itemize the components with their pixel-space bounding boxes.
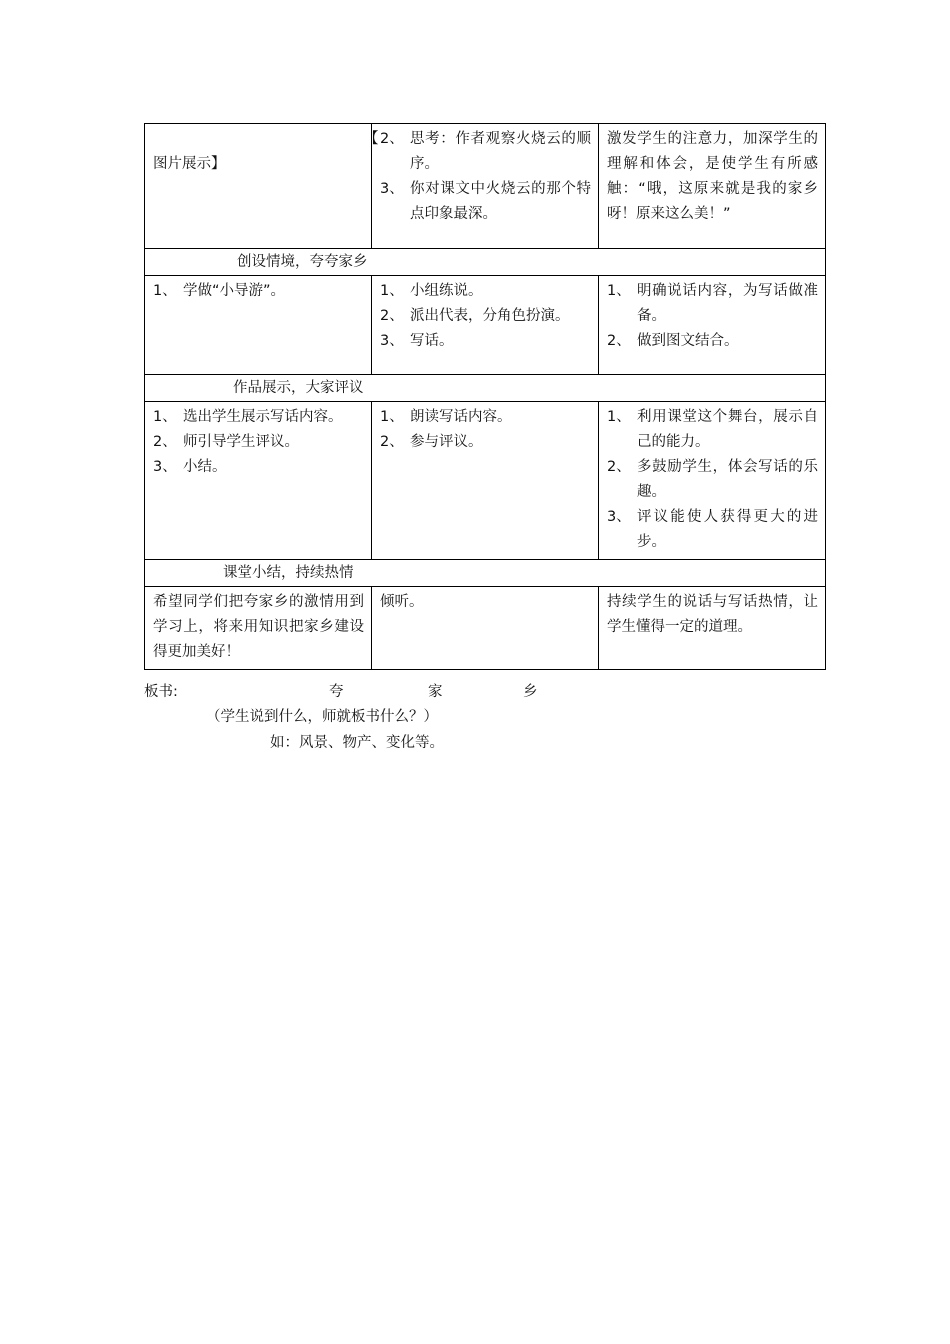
cell-student <box>372 276 599 375</box>
list-item: 1、 选出学生展示写话内容。 <box>153 409 343 425</box>
list-item: 1、 利用课堂这个舞台，展示自己的能力。 <box>607 409 818 450</box>
cell-student <box>364 124 599 249</box>
cell-purpose <box>599 587 826 670</box>
cell-purpose <box>599 402 826 560</box>
board-char: 夸 <box>329 684 344 700</box>
list-item: 1、 学做“小导游”。 <box>153 283 286 299</box>
lesson-table <box>144 123 826 670</box>
list-item: 3、 评议能使人获得更大的进步。 <box>607 509 818 550</box>
list <box>153 279 364 304</box>
list-item: 3、 写话。 <box>380 333 454 349</box>
list-item: 2、 做到图文结合。 <box>607 333 739 349</box>
list-item: 1、 明确说话内容，为写话做准备。 <box>607 283 818 324</box>
cell-teacher <box>145 587 372 670</box>
list-item: 1、 朗读写话内容。 <box>380 409 512 425</box>
list <box>607 405 818 555</box>
cell-student <box>372 402 599 560</box>
table-row <box>145 402 826 560</box>
table-row <box>145 276 826 375</box>
list-item: 3、 小结。 <box>153 459 227 475</box>
section-row <box>145 560 826 587</box>
section-row <box>145 249 826 276</box>
cell-text: 持续学生的说话与写话热情，让学生懂得一定的道理。 <box>607 594 818 635</box>
board-char: 家 <box>428 684 443 700</box>
cell-teacher <box>145 402 372 560</box>
cell-text: 希望同学们把夸家乡的激情用到学习上，将来用知识把家乡建设得更加美好！ <box>153 594 364 660</box>
board-note: （学生说到什么，师就板书什么？） <box>206 709 438 725</box>
bracket-mark: 【 <box>364 131 379 147</box>
list-item: 3、 你对课文中火烧云的那个特点印象最深。 <box>380 181 591 222</box>
section-row <box>145 375 826 402</box>
list-item: 2、 师引导学生评议。 <box>153 434 299 450</box>
table-row <box>145 587 826 670</box>
list <box>380 279 591 354</box>
cell-teacher <box>145 124 372 249</box>
list-item: 2、 参与评议。 <box>380 434 483 450</box>
cell-purpose <box>599 124 826 249</box>
list <box>153 405 364 480</box>
cell-text: 图片展示】 <box>153 156 226 172</box>
list-item: 2、 多鼓励学生，体会写话的乐趣。 <box>607 459 818 500</box>
cell-teacher <box>145 276 372 375</box>
cell-purpose <box>599 276 826 375</box>
table-row <box>145 124 826 249</box>
board-example: 如：风景、物产、变化等。 <box>270 735 444 751</box>
list-item: 1、 小组练说。 <box>380 283 483 299</box>
section-title: 作品展示，大家评议 <box>145 375 826 402</box>
list-item: 2、 思考：作者观察火烧云的顺序。 <box>380 131 591 172</box>
list <box>380 405 591 455</box>
list <box>380 127 591 227</box>
cell-text: 激发学生的注意力，加深学生的理解和体会，是使学生有所感触：“哦，这原来就是我的家乡呀！原来这么美！” <box>607 131 818 222</box>
cell-student <box>372 587 599 670</box>
list <box>607 279 818 354</box>
cell-text: 倾听。 <box>380 594 424 610</box>
list-item: 2、 派出代表，分角色扮演。 <box>380 308 570 324</box>
board-char: 乡 <box>523 684 538 700</box>
board-label: 板书: <box>144 684 178 700</box>
section-title: 创设情境，夸夸家乡 <box>145 249 826 276</box>
section-title: 课堂小结，持续热情 <box>145 560 826 587</box>
